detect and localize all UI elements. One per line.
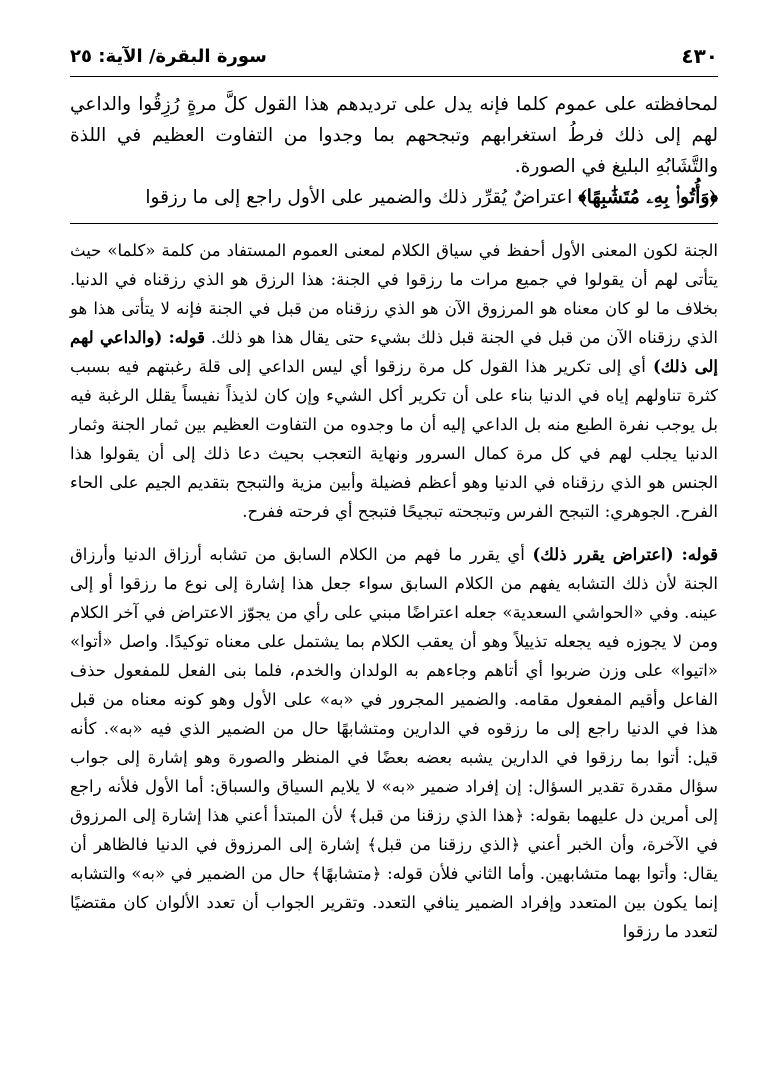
page-number: ٤٣٠ [681,44,718,68]
book-page [70,40,718,1060]
commentary-paragraph [70,540,718,946]
main-paragraph-verse [70,182,718,213]
quran-verse: ﴿وَأُتُوا۟ بِهِۦ مُتَشَٰبِهًا﴾ [578,186,718,208]
commentary-text: الجنة لكون المعنى الأول أحفظ في سياق الكلام لمعنى العموم المستفاد من كلمة «كلما» حيث يتأتى لهم أن يقولوا في جميع مرات ما رزقوا في الجنة: هذا الرزق هو الذي رزقناه في الدنيا. بخلاف ما لو كان معناه هو المرزوق الآن هو الذي رزقناه من قبل في الجنة فإنه لا يتأتى هذا هو الذي رزقناه الآن من قبل في الجنة قبل ذلك بشيء حتى يقال هذا هو ذلك. [70,241,718,347]
main-paragraph: لمحافظته على عموم كلما فإنه يدل على ترديدهم هذا القول كلَّ مرةٍ رُزِقُوا والداعي لهم إلى ذلك فرطُ استغرابهم وتبجحهم بما وجدوا من التفاوت العظيم في اللذة والتَّشَابُهِ البليغ في الصورة. [70,94,718,177]
separator-line [70,223,718,224]
commentary-text: أي إلى تكرير هذا القول كل مرة رزقوا أي ليس الداعي إلى قلة رغبتهم فيه بسبب كثرة تناولهم إياه في الدنيا بناء على أن تكرير أكل الشيء وإن كان لذيذاً نفيساً يقلل الرغبة فيه بل يوجب نفرة الطبع منه بل الداعي إليه أن ما وجدوه من التفاوت العظيم بين ثمار الجنة وثمار الدنيا يجلب لهم في كل مرة كمال السرور ونهاية التعجب بحيث دعا ذلك إلى أن يقولوا هذا الجنس هو الذي رزقناه في الدنيا وهو أعظم فضيلة وأبين مزية والتبجح بتقديم الجيم على الحاء الفرح. الجوهري: التبجح الفرس وتبجحته تبجيحًا فتبجح أي فرحته ففرح. [70,357,718,521]
main-paragraph-text: اعتراضٌ يُقرِّر ذلك والضمير على الأول راجع إلى ما رزقوا [145,187,579,208]
main-text [70,89,718,213]
commentary-text: أي يقرر ما فهم من الكلام السابق من تشابه أرزاق الدنيا وأرزاق الجنة لأن ذلك التشابه يفهم من الكلام السابق سواء جعل هذا إشارة إلى نوع ما رزقوا أو إلى عينه. وفي «الحواشي السعدية» جعله اعتراضًا مبني على رأي من يجوّز الاعتراض في آخر الكلام ومن لا يجوزه فيه يجعله تذييلاً وهو أن يعقب الكلام بما يشتمل على معناه توكيدًا. واصل «أتوا» «اتيوا» على وزن ضربوا أي أتاهم وجاءهم به الولدان والخدم، فلما بنى الفعل للمفعول حذف الفاعل وأقيم المفعول مقامه. والضمير المجرور في «به» على الأول وهو كونه معناه من قبل هذا في الدنيا راجع إلى ما رزقوه في الدارين ومتشابهًا حال من الضمير الذي فيه «به». كأنه قيل: أتوا بما رزقوا في الدارين يشبه بعضه بعضًا في المنظر والصورة وهو إشارة إلى جواب سؤال مقدرة تقدير السؤال: إن إفراد ضمير «به» لا يلايم السياق والسباق: أما الأول فلأنه راجع إلى أمرين دل عليهما بقوله: ﴿هذا الذي رزقنا من قبل﴾ لأن المبتدأ أعني هذا إشارة إلى المرزوق في الآخرة، وأن الخبر أعني ﴿الذي رزقنا من قبل﴾ إشارة إلى المرزوق في الدنيا فالظاهر أن يقال: وأتوا بهما متشابهين. وأما الثاني فلأن قوله: ﴿متشابهًا﴾ حال من الضمير في «به» والتشابه إنما يكون بين المتعدد وإفراد الضمير ينافي التعدد. وتقرير الجواب أن تعدد الألوان كان مقتضيًا لتعدد ما رزقوا [70,545,718,941]
page-header [70,40,718,77]
surah-reference: سورة البقرة/ الآية: ٢٥ [70,46,267,67]
commentary [70,236,718,946]
commentary-keyword: قوله: (والداعي لهم إلى ذلك) [70,328,718,376]
commentary-keyword: قوله: (اعتراض يقرر ذلك) [532,545,718,564]
commentary-paragraph [70,236,718,526]
